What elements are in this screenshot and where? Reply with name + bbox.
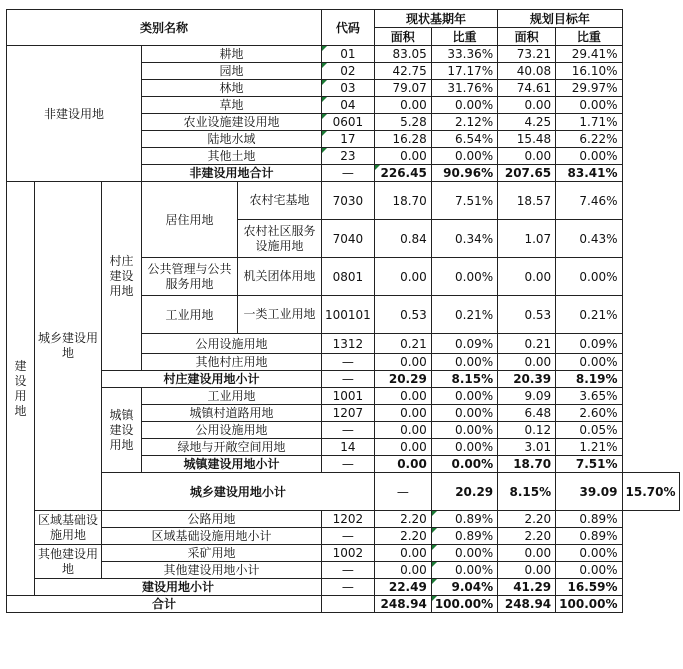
- row-code: —: [374, 473, 431, 511]
- tgt-ratio: 0.00%: [556, 354, 622, 371]
- header-code: 代码: [322, 10, 375, 46]
- header-ratio: 比重: [556, 28, 622, 46]
- cur-area: 2.20: [374, 528, 431, 545]
- tgt-area: 0.00: [498, 545, 556, 562]
- row-name: 区域基础设施用地小计: [102, 528, 322, 545]
- tgt-area: 6.48: [498, 405, 556, 422]
- row-name: 其他土地: [142, 148, 322, 165]
- cur-area: 79.07: [374, 80, 431, 97]
- row-name: 城乡建设用地小计: [102, 473, 375, 511]
- row-name: 非建设用地合计: [142, 165, 322, 182]
- tgt-ratio: 3.65%: [556, 388, 622, 405]
- cur-area: 226.45: [374, 165, 431, 182]
- tgt-area: 4.25: [498, 114, 556, 131]
- tgt-ratio: 1.71%: [556, 114, 622, 131]
- row-code: —: [322, 562, 375, 579]
- row-code: —: [322, 371, 375, 388]
- row-code: 02: [322, 63, 375, 80]
- row-name: 采矿用地: [102, 545, 322, 562]
- cur-area: 20.29: [374, 371, 431, 388]
- row-name: 其他建设用地小计: [102, 562, 322, 579]
- tgt-area: 73.21: [498, 46, 556, 63]
- row-name: 园地: [142, 63, 322, 80]
- row-code: [322, 596, 375, 613]
- subtotal-row: [7, 371, 680, 388]
- tgt-area: 248.94: [498, 596, 556, 613]
- cur-area: 22.49: [374, 579, 431, 596]
- tgt-area: 0.00: [498, 258, 556, 296]
- cur-area: 0.00: [374, 562, 431, 579]
- cur-area: 0.21: [374, 334, 431, 354]
- cur-area: 16.28: [374, 131, 431, 148]
- cur-area: 0.00: [374, 258, 431, 296]
- header-area: 面积: [498, 28, 556, 46]
- tgt-area: 9.09: [498, 388, 556, 405]
- group-build-label: 建设用地: [7, 182, 35, 596]
- cur-area: 42.75: [374, 63, 431, 80]
- table-row: [7, 388, 680, 405]
- cur-ratio: 0.89%: [431, 511, 497, 528]
- tgt-area: 2.20: [498, 511, 556, 528]
- cur-area: 18.70: [374, 182, 431, 220]
- tgt-ratio: 0.89%: [556, 528, 622, 545]
- cur-ratio: 0.34%: [431, 220, 497, 258]
- row-name: 草地: [142, 97, 322, 114]
- tgt-ratio: 29.41%: [556, 46, 622, 63]
- row-name: 公用设施用地: [142, 334, 322, 354]
- cur-area: 0.00: [374, 354, 431, 371]
- public-mgmt-label: 公共管理与公共服务用地: [142, 258, 238, 296]
- tgt-area: 207.65: [498, 165, 556, 182]
- cur-ratio: 33.36%: [431, 46, 497, 63]
- subtotal-row: [7, 473, 680, 511]
- row-code: 0801: [322, 258, 375, 296]
- tgt-area: 41.29: [498, 579, 556, 596]
- row-name: 建设用地小计: [35, 579, 322, 596]
- row-name: 农业设施建设用地: [142, 114, 322, 131]
- tgt-area: 2.20: [498, 528, 556, 545]
- tgt-ratio: 2.60%: [556, 405, 622, 422]
- tgt-area: 74.61: [498, 80, 556, 97]
- cur-ratio: 0.89%: [431, 528, 497, 545]
- cur-area: 0.00: [374, 439, 431, 456]
- row-name: 城镇建设用地小计: [142, 456, 322, 473]
- tgt-ratio: 0.89%: [556, 511, 622, 528]
- tgt-area: 39.09: [556, 473, 622, 511]
- cur-area: 0.84: [374, 220, 431, 258]
- cur-ratio: 2.12%: [431, 114, 497, 131]
- row-code: 7040: [322, 220, 375, 258]
- cur-ratio: 0.21%: [431, 296, 497, 334]
- tgt-ratio: 7.51%: [556, 456, 622, 473]
- row-name: 其他村庄用地: [142, 354, 322, 371]
- other-build-label: 其他建设用地: [35, 545, 102, 579]
- cur-area: 20.29: [431, 473, 497, 511]
- tgt-area: 0.00: [498, 354, 556, 371]
- row-code: —: [322, 456, 375, 473]
- cur-area: 0.00: [374, 456, 431, 473]
- header-target-year: 规划目标年: [498, 10, 622, 28]
- cur-area: 0.53: [374, 296, 431, 334]
- group-nonbuild-label: 非建设用地: [7, 46, 142, 182]
- table-row: [7, 511, 680, 528]
- row-name: 城镇村道路用地: [142, 405, 322, 422]
- tgt-ratio: 29.97%: [556, 80, 622, 97]
- tgt-area: 18.70: [498, 456, 556, 473]
- row-name: 耕地: [142, 46, 322, 63]
- row-name: 农村社区服务设施用地: [238, 220, 322, 258]
- tgt-ratio: 6.22%: [556, 131, 622, 148]
- row-code: 0601: [322, 114, 375, 131]
- cur-ratio: 100.00%: [431, 596, 497, 613]
- tgt-ratio: 0.00%: [556, 148, 622, 165]
- cur-area: 0.00: [374, 97, 431, 114]
- row-name: 公路用地: [102, 511, 322, 528]
- cur-ratio: 17.17%: [431, 63, 497, 80]
- tgt-ratio: 8.19%: [556, 371, 622, 388]
- row-name: 林地: [142, 80, 322, 97]
- tgt-ratio: 1.21%: [556, 439, 622, 456]
- regional-label: 区域基础设施用地: [35, 511, 102, 545]
- cur-ratio: 7.51%: [431, 182, 497, 220]
- subtotal-row: [7, 579, 680, 596]
- tgt-ratio: 16.59%: [556, 579, 622, 596]
- tgt-ratio: 16.10%: [556, 63, 622, 80]
- row-name: 村庄建设用地小计: [102, 371, 322, 388]
- grand-total-row: [7, 596, 680, 613]
- header-ratio: 比重: [431, 28, 497, 46]
- tgt-area: 18.57: [498, 182, 556, 220]
- cur-area: 0.00: [374, 545, 431, 562]
- table-row: [7, 46, 680, 63]
- row-name: 合计: [7, 596, 322, 613]
- tgt-ratio: 15.70%: [622, 473, 680, 511]
- header-area: 面积: [374, 28, 431, 46]
- cur-area: 248.94: [374, 596, 431, 613]
- tgt-ratio: 0.00%: [556, 258, 622, 296]
- tgt-area: 0.00: [498, 97, 556, 114]
- tgt-area: 0.53: [498, 296, 556, 334]
- row-code: 7030: [322, 182, 375, 220]
- tgt-area: 0.21: [498, 334, 556, 354]
- cur-ratio: 0.00%: [431, 148, 497, 165]
- tgt-ratio: 0.09%: [556, 334, 622, 354]
- row-name: 工业用地: [142, 388, 322, 405]
- row-code: 14: [322, 439, 375, 456]
- row-code: —: [322, 422, 375, 439]
- row-code: —: [322, 528, 375, 545]
- row-name: 绿地与开敞空间用地: [142, 439, 322, 456]
- row-code: 23: [322, 148, 375, 165]
- cur-area: 0.00: [374, 422, 431, 439]
- tgt-area: 0.00: [498, 562, 556, 579]
- residential-label: 居住用地: [142, 182, 238, 258]
- tgt-ratio: 0.21%: [556, 296, 622, 334]
- cur-ratio: 0.00%: [431, 439, 497, 456]
- cur-ratio: 31.76%: [431, 80, 497, 97]
- cur-area: 0.00: [374, 388, 431, 405]
- subtotal-row: [7, 562, 680, 579]
- tgt-area: 0.00: [498, 148, 556, 165]
- cur-ratio: 0.00%: [431, 456, 497, 473]
- cur-ratio: 8.15%: [431, 371, 497, 388]
- tgt-area: 15.48: [498, 131, 556, 148]
- row-code: —: [322, 165, 375, 182]
- cur-ratio: 0.09%: [431, 334, 497, 354]
- cur-area: 0.00: [374, 148, 431, 165]
- cur-ratio: 8.15%: [498, 473, 556, 511]
- tgt-area: 20.39: [498, 371, 556, 388]
- row-name: 公用设施用地: [142, 422, 322, 439]
- row-code: 1202: [322, 511, 375, 528]
- row-code: —: [322, 354, 375, 371]
- table-row: [7, 182, 680, 220]
- tgt-ratio: 83.41%: [556, 165, 622, 182]
- row-name: 陆地水域: [142, 131, 322, 148]
- tgt-area: 40.08: [498, 63, 556, 80]
- header-current-year: 现状基期年: [374, 10, 497, 28]
- cur-ratio: 0.00%: [431, 258, 497, 296]
- cur-ratio: 0.00%: [431, 562, 497, 579]
- row-code: 04: [322, 97, 375, 114]
- cur-ratio: 0.00%: [431, 388, 497, 405]
- table-row: [7, 545, 680, 562]
- row-code: 1312: [322, 334, 375, 354]
- row-name: 一类工业用地: [238, 296, 322, 334]
- town-label: 城镇建设用地: [102, 388, 142, 473]
- cur-ratio: 0.00%: [431, 422, 497, 439]
- row-name: 机关团体用地: [238, 258, 322, 296]
- tgt-ratio: 0.00%: [556, 97, 622, 114]
- tgt-ratio: 7.46%: [556, 182, 622, 220]
- subtotal-row: [7, 528, 680, 545]
- tgt-area: 0.12: [498, 422, 556, 439]
- urban-rural-label: 城乡建设用地: [35, 182, 102, 511]
- cur-area: 83.05: [374, 46, 431, 63]
- tgt-area: 3.01: [498, 439, 556, 456]
- row-code: 03: [322, 80, 375, 97]
- industrial-label: 工业用地: [142, 296, 238, 334]
- row-code: 01: [322, 46, 375, 63]
- tgt-ratio: 100.00%: [556, 596, 622, 613]
- cur-ratio: 6.54%: [431, 131, 497, 148]
- row-code: —: [322, 579, 375, 596]
- row-code: 1002: [322, 545, 375, 562]
- tgt-ratio: 0.00%: [556, 545, 622, 562]
- row-name: 农村宅基地: [238, 182, 322, 220]
- cur-area: 0.00: [374, 405, 431, 422]
- row-code: 100101: [322, 296, 375, 334]
- cur-ratio: 0.00%: [431, 354, 497, 371]
- header-category: 类别名称: [7, 10, 322, 46]
- cur-ratio: 90.96%: [431, 165, 497, 182]
- cur-area: 2.20: [374, 511, 431, 528]
- cur-ratio: 0.00%: [431, 545, 497, 562]
- cur-ratio: 0.00%: [431, 405, 497, 422]
- cur-ratio: 0.00%: [431, 97, 497, 114]
- tgt-ratio: 0.00%: [556, 562, 622, 579]
- tgt-area: 1.07: [498, 220, 556, 258]
- cur-ratio: 9.04%: [431, 579, 497, 596]
- row-code: 1207: [322, 405, 375, 422]
- tgt-ratio: 0.43%: [556, 220, 622, 258]
- row-code: 17: [322, 131, 375, 148]
- cur-area: 5.28: [374, 114, 431, 131]
- row-code: 1001: [322, 388, 375, 405]
- village-label: 村庄建设用地: [102, 182, 142, 371]
- tgt-ratio: 0.05%: [556, 422, 622, 439]
- land-use-table: [6, 9, 680, 613]
